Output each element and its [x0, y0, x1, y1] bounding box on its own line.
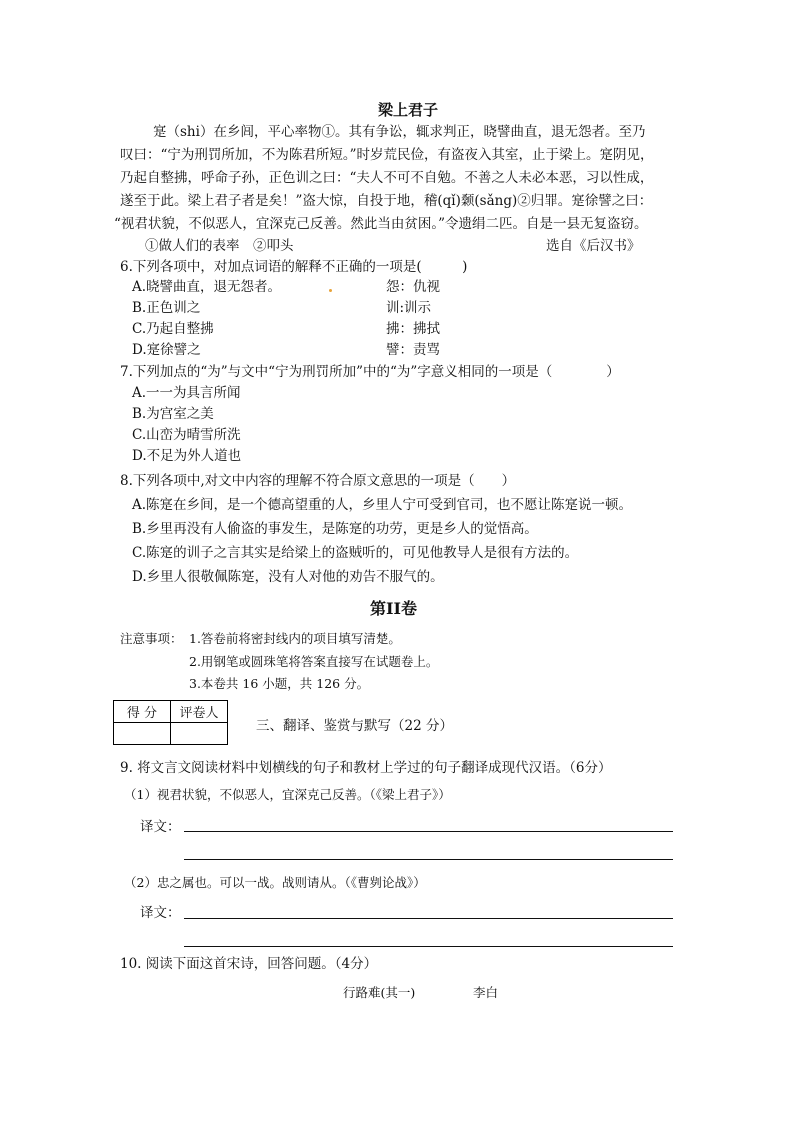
- q8-option: B.乡里再没有人偷盗的事发生，是陈寔的功劳，更是乡人的觉悟高。: [132, 521, 538, 537]
- passage-line: 叹曰：“宁为刑罚所加，不为陈君所短。”时岁荒民俭，有盗夜入其室，止于梁上。寔阴见，: [120, 147, 654, 163]
- section-heading: 三、翻译、鉴赏与默写（22 分）: [256, 718, 453, 734]
- q6-option: C.乃起自整拂: [132, 321, 214, 337]
- q6-option: D.寔徐譬之: [132, 342, 201, 358]
- q8-option: A.陈寔在乡间，是一个德高望重的人，乡里人宁可受到官司，也不愿让陈寔说一顿。: [132, 497, 633, 513]
- grader-cell[interactable]: [171, 723, 228, 745]
- answer-line[interactable]: [184, 859, 673, 860]
- poem-title: 行路难(其一): [343, 985, 416, 1000]
- passage-title: 梁上君子: [378, 101, 439, 119]
- score-cell[interactable]: [114, 723, 171, 745]
- q7-option: B.为宫室之美: [132, 406, 214, 422]
- part2-title: 第II卷: [370, 599, 417, 618]
- q9-item: （2）忠之属也。可以一战。战则请从。（《曹刿论战》）: [124, 875, 426, 890]
- q9-item: （1）视君状貌，不似恶人，宜深克己反善。（《梁上君子》）: [124, 787, 451, 802]
- answer-line[interactable]: [184, 946, 673, 947]
- answer-line[interactable]: [184, 831, 673, 832]
- passage-source: 选自《后汉书》: [546, 238, 641, 254]
- passage-line: 遂至于此。梁上君子者是矣！”盗大惊，自投于地，稽(qǐ)颡(sǎng)②归罪。寔徐譬之曰：: [120, 193, 653, 209]
- notice-label: 注意事项：: [120, 631, 183, 646]
- q8-option: D.乡里人很敬佩陈寔，没有人对他的劝告不服气的。: [132, 569, 444, 585]
- q6-gloss: 譬：责骂: [386, 342, 440, 358]
- score-header: 得 分: [114, 701, 171, 723]
- q6-gloss: 拂：拂拭: [386, 321, 440, 337]
- passage-line: 乃起自整拂，呼命子孙，正色训之曰：“夫人不可不自勉。不善之人未必本恶，习以性成，: [120, 170, 654, 186]
- q8-option: C.陈寔的训子之言其实是给梁上的盗贼听的，可见他教导人是很有方法的。: [132, 545, 579, 561]
- q6-option: B.正色训之: [132, 300, 201, 316]
- q7-option: D.不足为外人道也: [132, 448, 242, 464]
- answer-line[interactable]: [184, 918, 673, 919]
- notice-item: 1.答卷前将密封线内的项目填写清楚。: [189, 631, 401, 646]
- q7-option: C.山峦为晴雪所洗: [132, 427, 241, 443]
- answer-label: 译文：: [140, 905, 181, 921]
- q9-stem: 9. 将文言文阅读材料中划横线的句子和教材上学过的句子翻译成现代汉语。（6分）: [120, 760, 612, 776]
- notice-item: 2.用钢笔或圆珠笔将答案直接写在试题卷上。: [189, 654, 439, 669]
- score-table: [113, 700, 228, 745]
- q6-gloss: 怨：仇视: [386, 279, 440, 295]
- q7-stem: 7.下列加点的“为”与文中“宁为刑罚所加”中的“为”字意义相同的一项是（ ）: [120, 364, 620, 380]
- q6-gloss: 训:训示: [386, 300, 432, 316]
- q8-stem: 8.下列各项中,对文中内容的理解不符合原文意思的一项是（ ）: [120, 473, 516, 489]
- poem-author: 李白: [473, 985, 499, 1000]
- q7-option: A.一一为具言所闻: [132, 385, 241, 401]
- grader-header: 评卷人: [171, 701, 228, 723]
- notice-item: 3.本卷共 16 小题，共 126 分。: [189, 676, 370, 691]
- orange-dot-mark: [329, 289, 332, 292]
- passage-line: 寔（shi）在乡闾，平心率物①。其有争讼，辄求判正，晓譬曲直，退无怨者。至乃: [153, 124, 646, 140]
- passage-footnotes: ①做人们的表率 ②叩头: [145, 238, 294, 254]
- passage-line: “视君状貌，不似恶人，宜深克己反善。然此当由贫困。”令遗绢二匹。自是一县无复盗窃。: [114, 216, 648, 232]
- q10-stem: 10. 阅读下面这首宋诗，回答问题。（4分）: [120, 956, 378, 972]
- q6-option: A.晓譬曲直，退无怨者。: [132, 279, 282, 295]
- q6-stem: 6.下列各项中，对加点词语的解释不正确的一项是( ): [120, 259, 468, 275]
- answer-label: 译文：: [140, 819, 181, 835]
